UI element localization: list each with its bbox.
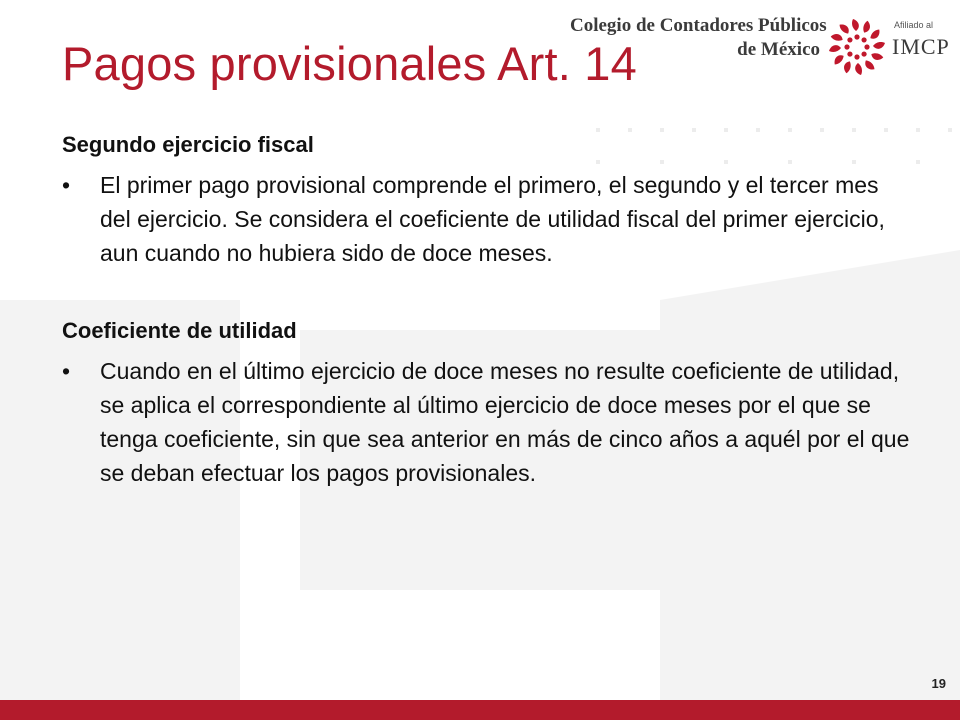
page-number: 19 bbox=[931, 676, 946, 691]
bullet-text: Cuando en el último ejercicio de doce meses no resulte coeficiente de utilidad, se aplica el correspondiente al último ejercicio de doce meses por el que se tenga coeficiente, sin que sea anterior en más de cinco años a aquél por el que se deban efectuar los pagos provisionales. bbox=[100, 358, 910, 486]
section-heading: Coeficiente de utilidad bbox=[62, 318, 297, 343]
slide-title: Pagos provisionales Art. 14 bbox=[62, 37, 637, 90]
logo-name-line2: de México bbox=[737, 39, 820, 60]
bullet-item bbox=[62, 354, 912, 490]
section-heading: Segundo ejercicio fiscal bbox=[62, 132, 314, 157]
logo-wordmark bbox=[570, 14, 828, 62]
bullet-text: El primer pago provisional comprende el primero, el segundo y el tercer mes del ejercicio. Se considera el coeficiente de utilidad fiscal del primer ejercicio, aun cuando no hubiera sido de doce meses. bbox=[100, 172, 885, 266]
section-segundo-ejercicio bbox=[62, 128, 912, 270]
organization-logo bbox=[556, 14, 956, 80]
logo-name-line1: Colegio de Contadores Públicos bbox=[570, 15, 827, 36]
ccpm-emblem-icon bbox=[824, 14, 890, 80]
bullet-item bbox=[62, 168, 912, 270]
slide-body bbox=[62, 128, 912, 490]
logo-affiliation-label: Afiliado al bbox=[894, 20, 934, 30]
logo-affiliation-org: IMCP bbox=[892, 34, 950, 59]
bullet-icon: • bbox=[62, 172, 71, 198]
bullet-icon: • bbox=[62, 358, 71, 384]
footer-bar bbox=[0, 700, 960, 720]
section-coeficiente-utilidad bbox=[62, 314, 912, 490]
